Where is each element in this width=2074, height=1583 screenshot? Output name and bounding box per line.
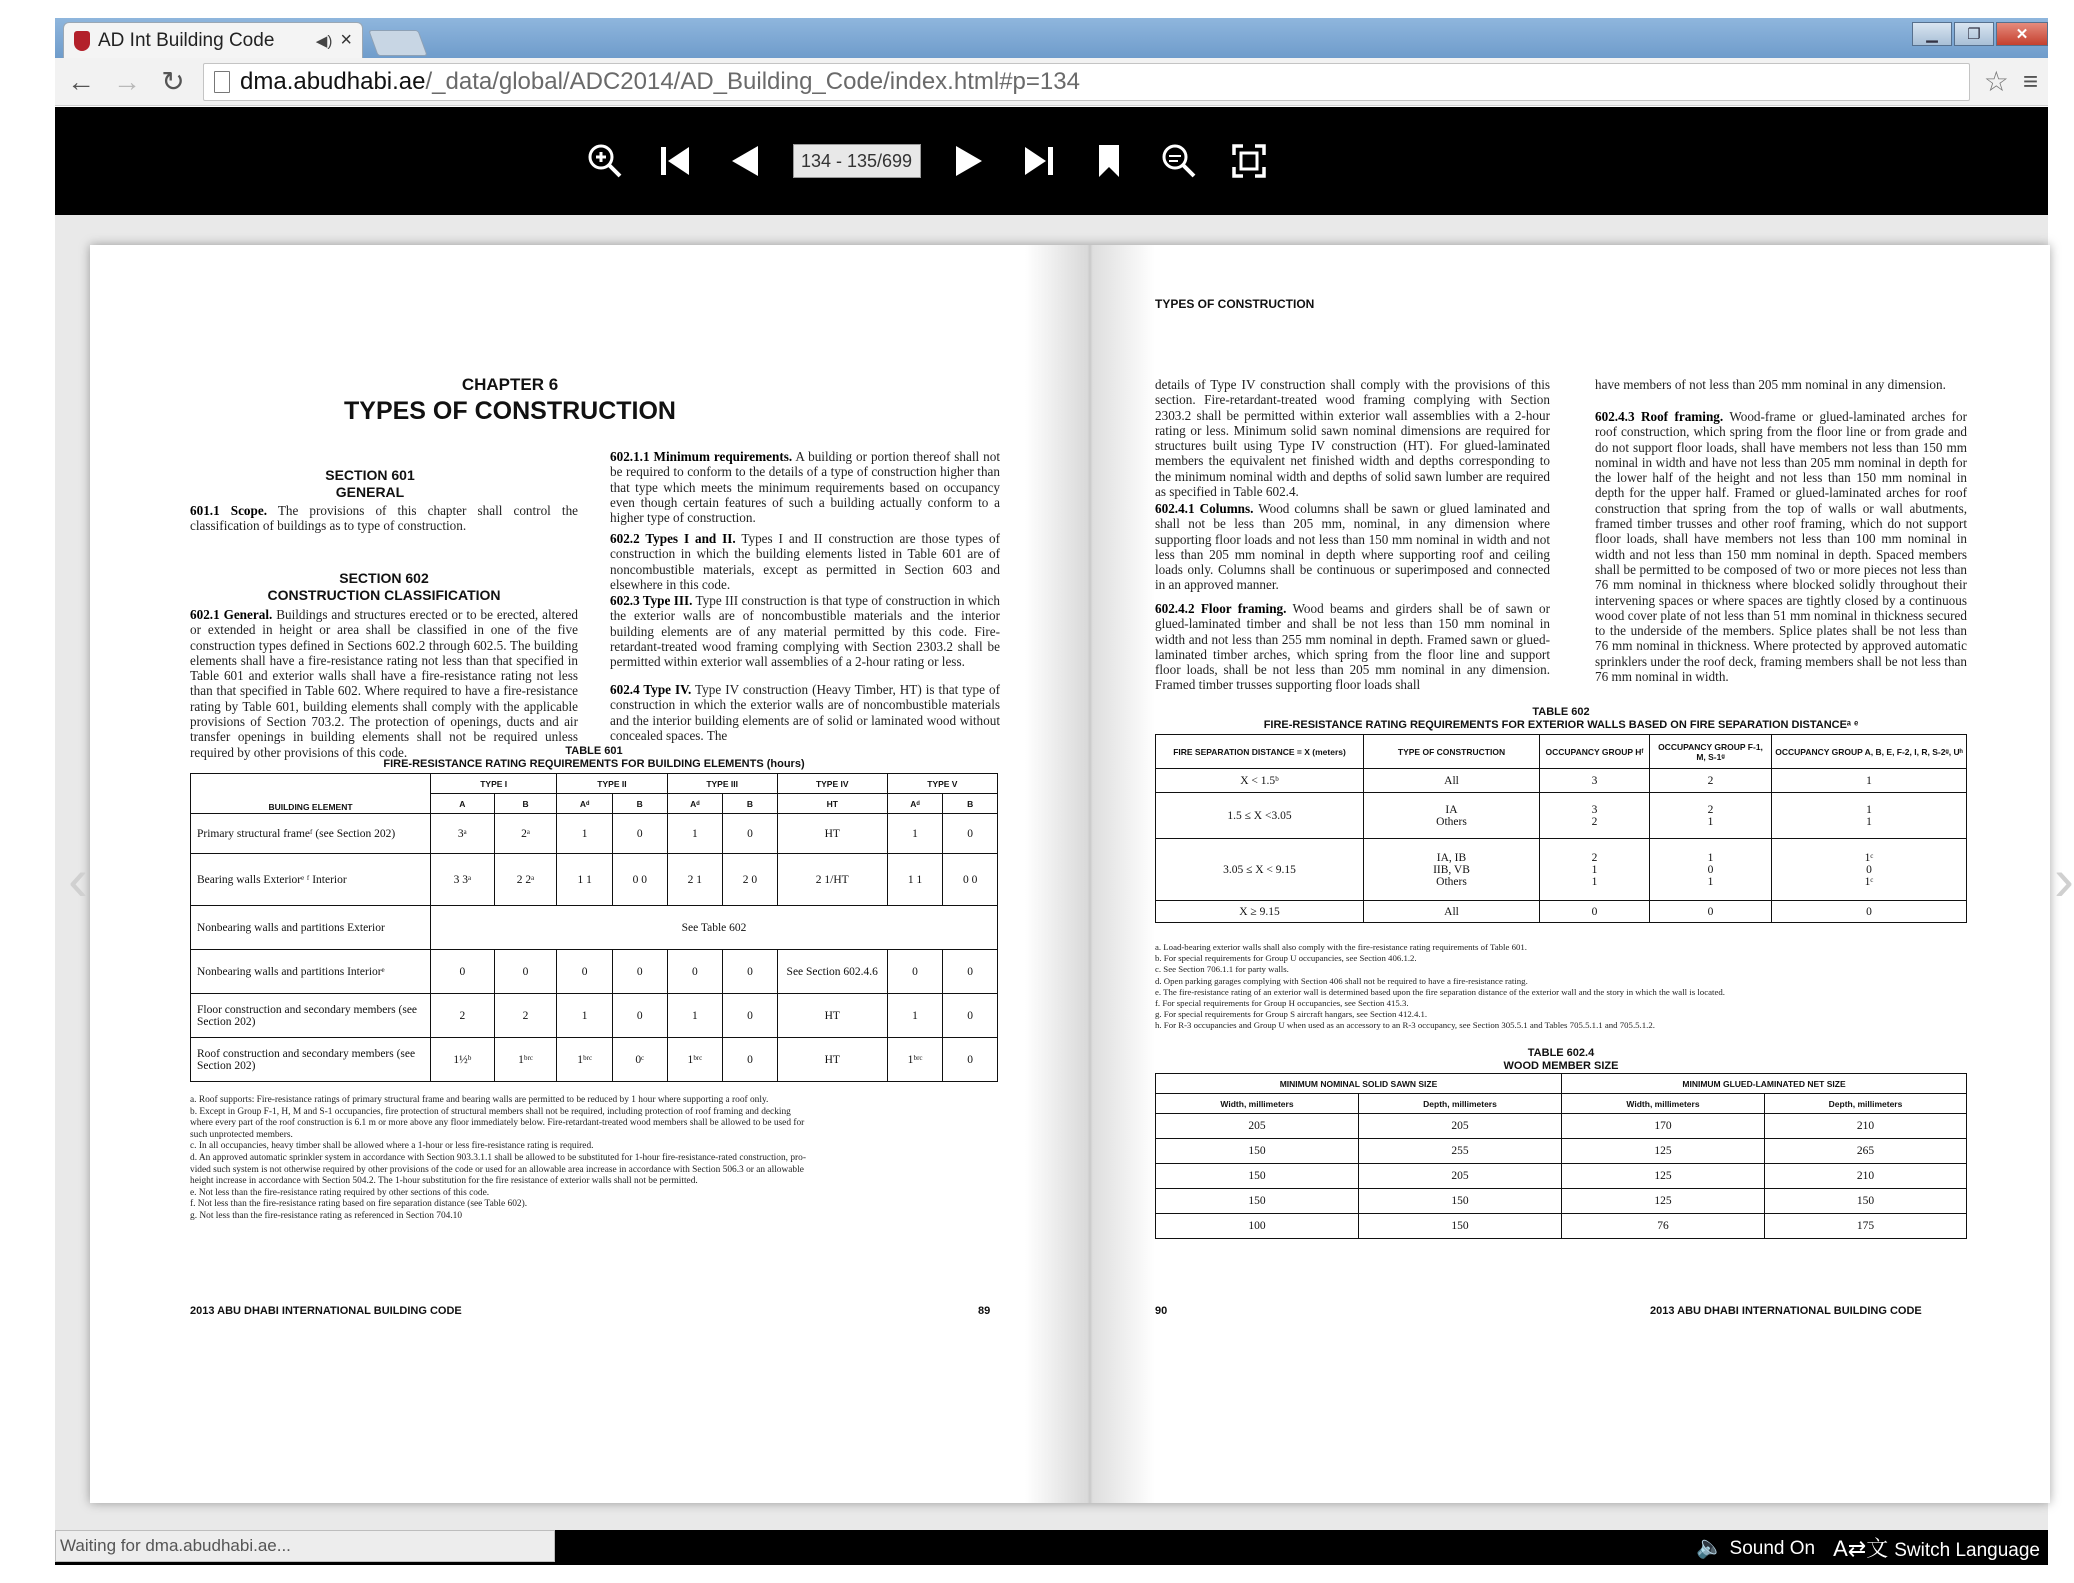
running-head: TYPES OF CONSTRUCTION [1155,297,1315,311]
viewer-toolbar [55,107,2048,215]
paragraph-602-2-head: 602.2 Types I and II. [610,531,736,546]
switch-language-label: Switch Language [1894,1539,2040,1561]
book-stage [55,215,2074,1530]
paragraph-602-1-1-head: 602.1.1 Minimum requirements. [610,449,793,464]
url-text[interactable] [240,68,1959,96]
paragraph-602-4-1-head: 602.4.1 Columns. [1155,501,1254,516]
section-601-number: SECTION 601 [325,467,415,483]
table-cell: 0 [612,994,667,1038]
right-page[interactable] [1155,245,2050,1503]
paragraph-602-1-1-text: A building or portion thereof shall not be required to conform to the details of a type of construction higher than that type which meets the minimum requirements based on occupancy even though certain features of such a building actually conform to a higher type of construction. [610,449,1000,526]
table-cell: 1 1 [557,854,613,906]
table-cell [1772,793,1967,839]
table-cell: Floor construction and secondary members (see Section 202) [191,994,431,1038]
open-book [68,245,2074,1503]
table-row [191,814,998,854]
page-icon [214,71,230,93]
table-cell: 210 [1765,1114,1967,1139]
switch-language-button[interactable] [1833,1532,2040,1563]
table-602-caption [1155,706,1967,732]
table-cell: 0 [943,950,998,994]
table-cell: 3.05 ≤ X < 9.15 [1156,839,1364,901]
status-text: Waiting for dma.abudhabi.ae... [55,1530,555,1562]
table-601-subheader: B [943,794,998,814]
table-cell: HT [777,994,887,1038]
cell-line: 1ᶜ [1864,851,1874,864]
table-cell: 1ᵇʳᶜ [557,1038,613,1082]
table-row [1156,1189,1967,1214]
speaker-icon[interactable]: ◀) [315,32,333,50]
section-601-subtitle: GENERAL [335,484,405,500]
table-cell: 3 [1540,769,1650,793]
cell-line: IA, IB [1436,851,1467,864]
cell-line: 1 [1707,815,1714,828]
table-cell: 150 [1156,1164,1359,1189]
paragraph-602-4-2-head: 602.4.2 Floor framing. [1155,601,1287,616]
cell-line: Others [1436,815,1467,828]
table-cell: 175 [1765,1214,1967,1239]
tab-title: AD Int Building Code [98,29,275,51]
new-tab-button[interactable] [368,30,427,56]
paragraph-602-1-1 [610,449,1000,525]
table-602-4-group-header: MINIMUM NOMINAL SOLID SAWN SIZE [1156,1074,1562,1094]
paragraph-602-4-3 [1595,409,1967,684]
table-cell: All [1364,769,1540,793]
table-cell: 1½ᵇ [431,1038,495,1082]
paragraph-602-3-head: 602.3 Type III. [610,593,693,608]
table-cell: 1 [667,994,723,1038]
table-row [1156,1164,1967,1189]
paragraph-truss-members: have members of not less than 205 mm nominal in any dimension. [1595,377,1946,392]
table-cell: 170 [1562,1114,1765,1139]
table-601-subheader: Aᵈ [667,794,723,814]
table-row [191,1038,998,1082]
table-note: where every part of the roof construction is 6.1 m or more above any floor immediately below. Fire-retardant-treated wood members shall be allowed to be used for [190,1118,805,1129]
table-601-notes [190,1095,998,1223]
search-icon[interactable] [1157,139,1201,183]
table-cell: 2 2ᵃ [494,854,557,906]
table-601-header-type: TYPE II [557,774,667,794]
table-row [1156,1114,1967,1139]
table-601-header-type: TYPE III [667,774,777,794]
cell-line: 1 [1707,851,1714,864]
table-cell [1540,839,1650,901]
paragraph-602-4-3-head: 602.4.3 Roof framing. [1595,409,1724,424]
table-601-header-type: TYPE I [431,774,557,794]
table-row [1156,769,1967,793]
table-row [1156,1214,1967,1239]
table-601-subheader: B [723,794,778,814]
forward-arrow-icon[interactable]: → [113,65,141,97]
table-601-subheader: B [494,794,557,814]
table-cell: See Section 602.4.6 [777,950,887,994]
table-note: f. For special requirements for Group H occupancies, see Section 415.3. [1155,998,1409,1009]
table-cell: 0 [1650,901,1772,923]
url-path: /_data/global/ADC2014/AD_Building_Code/index.html#p=134 [425,67,1080,95]
table-cell: 2 1 [667,854,723,906]
table-cell: 205 [1359,1164,1562,1189]
table-cell: Bearing walls Exteriorᵉ ᶠ Interior [191,854,431,906]
table-601-title: TABLE 601 [565,745,623,757]
fullscreen-icon[interactable] [1227,139,1271,183]
table-cell: 0 [494,950,557,994]
back-arrow-icon[interactable]: ← [67,65,95,97]
table-cell: 0 [723,1038,778,1082]
table-cell: 1 [557,814,613,854]
cell-line: 1ᶜ [1864,875,1874,888]
table-cell [1364,793,1540,839]
left-page[interactable] [90,245,1025,1503]
table-cell: 265 [1765,1139,1967,1164]
table-cell: All [1364,901,1540,923]
table-602-4-caption [1155,1047,1967,1073]
table-cell: 150 [1359,1189,1562,1214]
paragraph-602-4-text: Type IV construction (Heavy Timber, HT) is that type of construction in which the exterior walls are of noncombustible materials and the interior building elements are of solid or laminated wood without concealed spaces. The [610,682,1000,743]
table-cell: 1ᵇʳᶜ [887,1038,943,1082]
reload-icon[interactable]: ↻ [161,66,185,97]
paragraph-602-2 [610,531,1000,592]
cell-line: Others [1436,875,1467,888]
table-cell: X ≥ 9.15 [1156,901,1364,923]
table-note: f. Not less than the fire-resistance rating based on fire separation distance (see Table 602). [190,1199,528,1210]
browser-window [55,18,2074,1565]
table-cell: 0 [943,814,998,854]
table-cell: HT [777,814,887,854]
cell-line: 1 [1591,863,1598,876]
paragraph-602-3 [610,593,1000,669]
table-cell [1540,793,1650,839]
left-footer-title: 2013 ABU DHABI INTERNATIONAL BUILDING CODE [190,1305,462,1317]
table-cell: 0 [1540,901,1650,923]
page-number-input[interactable]: 134 - 135/699 [793,144,921,178]
paragraph-602-4-2-text: Wood beams and girders shall be of sawn or glued-laminated timber and shall be not less than 150 mm nominal in width and not less than 255 mm nominal in depth. Framed sawn or glued-laminated timber arches, which spring from the floor line and support floor loads, shall be not less than 205 mm nominal in any dimension. Framed timber trusses supporting floor loads shall [1155,601,1551,693]
table-note: b. For special requirements for Group U occupancies, see Section 406.1.2. [1155,953,1417,964]
paragraph-602-3-text: Type III construction is that type of construction in which the exterior walls are of noncombustible materials and the interior building elements are of any material permitted by this code. Fire-retardant-treated wood framing complying with Section 2303.2 shall be permitted within exterior wall assemblies of a 2-hour rating or less. [610,593,1001,670]
paragraph-602-4-3-text: Wood-frame or glued-laminated arches for roof construction, which spring from the floor line or from grade and do not support floor loads, shall have members not less than 150 mm nominal in width and have not less than 205 mm nominal in depth for the lower half of the height and not less than 150 mm nominal in depth for the upper half. Framed or glued-laminated arches for roof construction that spring from the top of walls or wall abutments, framed timber trusses and other roof framing, which do not support floor loads, shall have members not less than 100 mm nominal in width and not less than 150 mm nominal in depth. Spaced members shall be permitted to be composed of two or more pieces not less than 76 mm nominal in thickness where blocked solidly throughout their intervening spaces or where spaces are tightly closed by a continuous wood cover plate of not less than 51 mm nominal in thickness secured to the underside of the members. Splice plates shall be not less than 76 mm nominal in thickness. Where protected by approved automatic sprinklers under the roof deck, framing members shall be not less than 76 mm nominal in width. [1595,409,1967,685]
paragraph-601-1 [190,503,578,534]
table-cell [1650,839,1772,901]
previous-page-icon[interactable] [723,139,767,183]
last-page-icon[interactable] [1017,139,1061,183]
speaker-icon: 🔈 [1696,1534,1724,1559]
cell-line: IA [1445,803,1458,816]
cell-line: 0 [1866,863,1872,876]
table-602-4-subtitle: WOOD MEMBER SIZE [1503,1060,1619,1072]
table-602-header: FIRE SEPARATION DISTANCE = X (meters) [1156,735,1364,769]
table-cell: 0ᶜ [612,1038,667,1082]
table-cell: 205 [1156,1114,1359,1139]
right-footer-page-number: 90 [1155,1305,1168,1317]
table-note: e. The fire-resistance rating of an exterior wall is determined based upon the fire separation distance of the exterior wall and the story in which the wall is located. [1155,986,1725,997]
table-cell: 1 [557,994,613,1038]
table-601-header-element: BUILDING ELEMENT [191,774,431,814]
table-row [191,950,998,994]
table-cell: 150 [1156,1189,1359,1214]
table-601-header-type: TYPE IV [777,774,887,794]
first-page-icon[interactable] [653,139,697,183]
table-cell: 1ᵇʳᶜ [667,1038,723,1082]
table-row [191,854,998,906]
table-601-subheader: B [612,794,667,814]
paragraph-602-4-1-text: Wood columns shall be sawn or glued laminated and shall not be less than 205 mm, nominal, in any dimension where supporting floor loads and not less than 150 mm nominal in width and not less than 205 mm nominal in depth where supporting roof and ceiling loads only. Columns shall be continuous or superimposed and connected in an approved manner. [1155,501,1550,593]
table-cell: 2 0 [723,854,778,906]
table-601 [190,773,998,1082]
table-note: height increase in accordance with Section 504.2. The 1-hour substitution for the fire resistance of exterior walls shall not be permitted. [190,1176,698,1187]
site-favicon-icon [74,31,90,51]
table-cell: 125 [1562,1164,1765,1189]
table-note: a. Load-bearing exterior walls shall also comply with the fire-resistance rating requirements of Table 601. [1155,942,1527,952]
close-window-button[interactable]: ✕ [1996,22,2048,46]
table-cell: Nonbearing walls and partitions Interiorᵉ [191,950,431,994]
table-cell: 125 [1562,1189,1765,1214]
cell-line: 1 [1866,803,1872,816]
chapter-title: TYPES OF CONSTRUCTION [344,397,676,425]
table-602-4-title: TABLE 602.4 [1527,1047,1595,1059]
section-602-subtitle: CONSTRUCTION CLASSIFICATION [267,587,501,603]
table-cell: 1ᵇʳᶜ [494,1038,557,1082]
table-cell: 2 [1650,769,1772,793]
table-602 [1155,734,1967,923]
section-601-title [190,467,550,501]
table-row [1156,1139,1967,1164]
table-602-title: TABLE 602 [1532,706,1590,718]
table-cell: 2 [494,994,557,1038]
bottom-bar [55,1530,2048,1565]
table-note: vided such system is not otherwise required by other provisions of the code or used for an allowable area increase in accordance with Section 506.3 or an allowable [190,1164,804,1175]
table-cell: 0 [723,814,778,854]
tab-close-button[interactable]: × [340,29,352,51]
cell-line: 1 [1591,875,1598,888]
table-cell: Roof construction and secondary members (see Section 202) [191,1038,431,1082]
paragraph-602-1-head: 602.1 General. [190,607,273,622]
table-note: d. Open parking garages complying with Section 406 shall not be required to have a fire-resistance rating. [1155,975,1528,986]
table-cell: 2 1/HT [777,854,887,906]
table-602-4-subheader: Width, millimeters [1562,1094,1765,1114]
table-cell [1364,839,1540,901]
table-cell: 0 [723,994,778,1038]
paragraph-602-1 [190,607,578,760]
table-cell: 1 [667,814,723,854]
cell-line: 2 [1591,815,1598,828]
table-row [191,994,998,1038]
language-icon: A⇄文 [1833,1535,1889,1561]
table-note: h. For R-3 occupancies and Group U when used as an accessory to an R-3 occupancy, see Section 305.5.1 and Tables 705.5.1.1 and 705.5.1.2. [1155,1020,1655,1031]
table-602-header: OCCUPANCY GROUP F-1, M, S-1ᵍ [1650,735,1772,769]
next-page-icon[interactable] [947,139,991,183]
minimize-button[interactable]: ▁ [1912,22,1952,46]
cell-line: 3 [1591,803,1598,816]
table-cell: 255 [1359,1139,1562,1164]
table-602-4-subheader: Depth, millimeters [1359,1094,1562,1114]
table-cell: 150 [1156,1139,1359,1164]
table-602-subtitle: FIRE-RESISTANCE RATING REQUIREMENTS FOR EXTERIOR WALLS BASED ON FIRE SEPARATION DISTANCEᵃ ᵉ [1263,719,1859,731]
table-cell-span: See Table 602 [431,906,998,950]
paragraph-602-4-2 [1155,601,1550,693]
table-cell: 3 3ᵃ [431,854,495,906]
table-cell: 0 [612,950,667,994]
cell-line: 2 [1707,803,1714,816]
url-host: dma.abudhabi.ae [240,67,426,95]
paragraph-601-1-text: The provisions of this chapter shall control the classification of buildings as to type of construction. [190,503,579,534]
paragraph-601-1-head: 601.1 Scope. [190,503,268,518]
table-cell: 205 [1359,1114,1562,1139]
table-cell: 0 [431,950,495,994]
table-cell [1772,839,1967,901]
section-602-number: SECTION 602 [339,570,429,586]
table-row [1156,793,1967,839]
table-cell: 1 [887,814,943,854]
zoom-in-icon[interactable] [583,139,627,183]
table-cell: 150 [1359,1214,1562,1239]
table-cell: 3ᵃ [431,814,495,854]
table-note: b. Except in Group F-1, H, M and S-1 occupancies, fire protection of structural members shall not be required, including protection of roof framing and decking [190,1106,791,1117]
browser-toolbar [55,58,2048,106]
table-cell: 0 0 [943,854,998,906]
table-row [1156,901,1967,923]
cell-line: IIB, VB [1433,863,1470,876]
table-cell: 0 [943,1038,998,1082]
paragraph-602-2-text: Types I and II construction are those types of construction in which the building elements listed in Table 601 are of noncombustible materials, except as permitted in Section 603 and elsewhere in this code. [610,531,1000,592]
viewer-bottom-controls [1696,1532,2040,1562]
table-note: d. An approved automatic sprinkler system in accordance with Section 903.3.1.1 shall be allowed to be substituted for 1-hour fire-resistance-rated construction, pro- [190,1152,806,1163]
table-cell: HT [777,1038,887,1082]
table-note: e. Not less than the fire-resistance rating required by other sections of this code. [190,1187,490,1198]
paragraph-602-4 [610,682,1000,743]
table-cell: Primary structural frameᶠ (see Section 202) [191,814,431,854]
bookmark-icon[interactable] [1087,139,1131,183]
table-601-subheader: A [431,794,495,814]
window-controls [1912,22,2048,46]
table-cell: 100 [1156,1214,1359,1239]
sound-label: Sound On [1729,1538,1816,1559]
maximize-button[interactable]: ❐ [1954,22,1994,46]
table-cell: 1.5 ≤ X <3.05 [1156,793,1364,839]
table-cell: 0 [667,950,723,994]
table-601-subheader: Aᵈ [887,794,943,814]
cell-line: 1 [1707,875,1714,888]
table-cell: 210 [1765,1164,1967,1189]
table-601-subheader: Aᵈ [557,794,613,814]
table-note: a. Roof supports: Fire-resistance ratings of primary structural frame and bearing walls are permitted to be reduced by 1 hour where supporting a roof only. [190,1095,769,1105]
table-cell: 2 [431,994,495,1038]
table-602-4-subheader: Width, millimeters [1156,1094,1359,1114]
table-note: c. See Section 706.1.1 for party walls. [1155,964,1289,975]
table-cell: 125 [1562,1139,1765,1164]
paragraph-602-4-head: 602.4 Type IV. [610,682,692,697]
table-601-subheader: HT [777,794,887,814]
table-cell: Nonbearing walls and partitions Exterior [191,906,431,950]
address-bar[interactable] [203,63,1970,101]
prev-edge-arrow-icon[interactable]: ‹ [68,846,88,913]
menu-icon[interactable]: ≡ [2022,66,2038,96]
table-cell [1650,793,1772,839]
table-cell: 1 [887,994,943,1038]
table-602-4-subheader: Depth, millimeters [1765,1094,1967,1114]
table-cell: 1 1 [887,854,943,906]
table-note: g. For special requirements for Group S aircraft hangars, see Section 412.4.1. [1155,1009,1428,1020]
paragraph-602-1-text: Buildings and structures erected or to be erected, altered or extended in height or area shall be classified in one of the five construction types defined in Sections 602.2 through 602.5. The building elements shall have a fire-resistance rating not less than that specified in Table 601 and exterior walls shall have a fire-resistance rating not less than that specified in Table 602. Where required to have a fire-resistance rating by Table 601, building elements shall comply with the applicable provisions of Section 703.2. The protection of openings, ducts and air transfer openings in building elements shall not be required unless required by other provisions of this code. [190,607,578,760]
table-cell: 76 [1562,1214,1765,1239]
table-cell: 1 [1772,769,1967,793]
table-cell: 0 [943,994,998,1038]
table-602-notes [1155,942,1967,1032]
cell-line: 0 [1707,863,1714,876]
table-602-header: OCCUPANCY GROUP A, B, E, F-2, I, R, S-2ᵍ, Uʰ [1772,735,1967,769]
table-601-caption [190,745,998,771]
table-602-4 [1155,1073,1967,1239]
paragraph-type-iv-details: details of Type IV construction shall comply with the provisions of this section. Fire-retardant-treated wood framing complying with Section 2303.2 shall be permitted within exterior wall assemblies with a 2-hour rating or less. Minimum solid sawn nominal dimensions are required for structures built using Type IV construction (HT). For glued-laminated members the equivalent net finished width and depths corresponding to the minimum nominal width and depths of solid sawn lumber are required as specified in Table 602.4. [1155,377,1550,500]
chapter-label: CHAPTER 6 [461,375,559,394]
table-note: g. Not less than the fire-resistance rating as referenced in Section 704.10 [190,1210,463,1221]
bookmark-star-icon[interactable]: ☆ [1983,66,2009,97]
table-cell: 0 [723,950,778,994]
title-bar [55,18,2048,58]
cell-line: 2 [1591,851,1598,864]
next-edge-arrow-icon[interactable]: › [2054,846,2074,913]
book-gutter [1025,245,1155,1503]
table-cell: 0 [557,950,613,994]
table-note: such unprotected members. [190,1129,293,1140]
table-601-subtitle: FIRE-RESISTANCE RATING REQUIREMENTS FOR BUILDING ELEMENTS (hours) [383,758,805,770]
table-cell: X < 1.5ᵇ [1156,769,1364,793]
table-cell: 0 [887,950,943,994]
table-cell: 150 [1765,1189,1967,1214]
table-601-header-type: TYPE V [887,774,997,794]
left-footer-page-number: 89 [978,1305,991,1317]
right-footer-title: 2013 ABU DHABI INTERNATIONAL BUILDING CODE [1650,1305,1922,1317]
table-cell: 2ᵃ [494,814,557,854]
table-cell: 0 [1772,901,1967,923]
table-row [1156,839,1967,901]
table-602-4-group-header: MINIMUM GLUED-LAMINATED NET SIZE [1562,1074,1967,1094]
table-note: c. In all occupancies, heavy timber shall be allowed where a 1-hour or less fire-resistance rating is required. [190,1141,594,1152]
section-602-title [190,570,578,604]
cell-line: 1 [1866,815,1872,828]
table-cell: 0 [612,814,667,854]
sound-toggle[interactable] [1696,1534,1815,1560]
browser-tab[interactable] [63,22,363,58]
table-602-header: TYPE OF CONSTRUCTION [1364,735,1540,769]
table-row [191,906,998,950]
table-cell: 0 0 [612,854,667,906]
paragraph-602-4-1 [1155,501,1550,593]
table-602-header: OCCUPANCY GROUP Hᶠ [1540,735,1650,769]
